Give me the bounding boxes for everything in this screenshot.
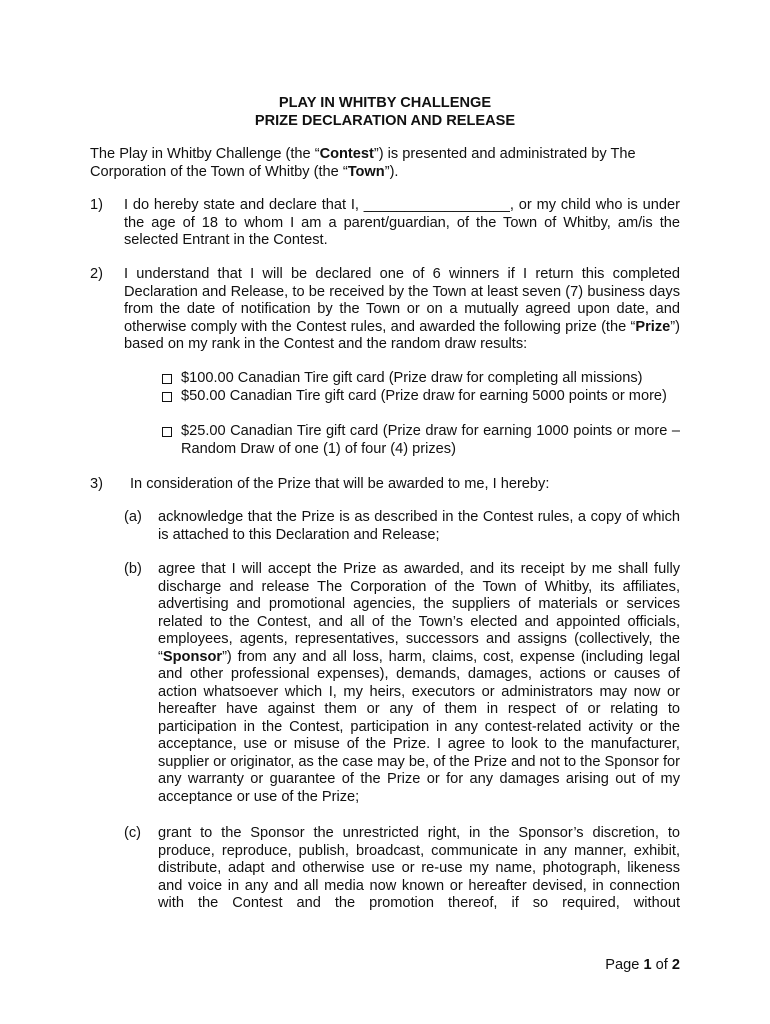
item-2-text-2: ”) based on my rank in the Contest and the random draw results: [124,318,680,352]
prize-3-text: $25.00 Canadian Tire gift card (Prize draw for earning 1000 points or more – Random Draw of one (1) of four (4) prizes) [181,423,680,457]
page-footer [605,957,680,973]
sub-c-text: grant to the Sponsor the unrestricted right, in the Sponsor’s discretion, to produce, reproduce, publish, broadcast, communicate in any manner, exhibit, distribute, adapt and otherwise use or re-use my name, photograph, likeness and voice in any and all media now known or hereafter devised, in connection with the Contest and the promotion thereof, if so required, without [158,825,680,911]
footer-page-number: 1 [643,957,652,973]
item-2-number: 2) [90,266,103,282]
prize-2-checkbox[interactable] [162,392,172,402]
item-3-text: In consideration of the Prize that will be awarded to me, I hereby: [130,476,550,492]
item-1-number: 1) [90,197,103,213]
intro-text-2: ”) is presented and administrated by The Corporation of the Town of Whitby (the “ [90,146,636,180]
prize-3-checkbox[interactable] [162,427,172,437]
intro-text-3: ”). [384,163,399,180]
title-line-2: PRIZE DECLARATION AND RELEASE [254,113,516,129]
sub-b-text-2: ”) from any and all loss, harm, claims, cost, expense (including legal and other professional expenses), demands, damages, actions or causes of action whatsoever which I, my heirs, executors or administrators may now or hereafter have against them or any of them in respect of or relating to participation in the Contest, participation in any contest-related activity or the acceptance, use or misuse of the Prize. I agree to look to the manufacturer, supplier or originator, as the case may be, of the Prize and not to the Sponsor for any warranty or guarantee of the Prize or for any damages arising out of my acceptance or use of the Prize; [158,648,680,805]
prize-1-text: $100.00 Canadian Tire gift card (Prize draw for completing all missions) [181,370,643,386]
sub-b-text [158,561,680,806]
sub-a-text: acknowledge that the Prize is as described in the Contest rules, a copy of which is attached to this Declaration and Release; [158,509,680,543]
item-2-prize-term: Prize [635,318,671,335]
footer-of-word: of [655,957,668,973]
title-line-1: PLAY IN WHITBY CHALLENGE [278,95,492,111]
sub-b-sponsor-term: Sponsor [162,648,223,665]
sub-c-label: (c) [124,825,142,841]
item-2-text [124,266,680,354]
intro-text-1: The Play in Whitby Challenge (the “ [90,146,320,162]
sub-a-label: (a) [124,509,142,525]
intro-paragraph [90,146,690,181]
sub-b-text-1: agree that I will accept the Prize as awarded, and its receipt by me shall fully discharge and release The Corporation of the Town of Whitby, its affiliates, advertising and promotional agencies, the suppliers of materials or services related to the Contest, and all of the Town’s elected and appointed officials, employees, agents, representatives, successors and assigns (collectively, the “ [158,561,680,665]
intro-contest-term: Contest [319,146,374,162]
sub-b-label: (b) [124,561,142,577]
footer-page-word: Page [605,957,640,973]
footer-page-total: 2 [671,957,680,973]
intro-town-term: Town [347,163,385,180]
item-2-text-1: I understand that I will be declared one of 6 winners if I return this completed Declaration and Release, to be received by the Town at least seven (7) business days from the date of notification by the Town or on a mutually agreed upon date, and otherwise comply with the Contest rules, and awarded the following prize (the “ [124,266,680,335]
item-1-text: I do hereby state and declare that I, __________________, or my child who is under the age of 18 to whom I am a parent/guardian, of the Town of Whitby, am/is the selected Entrant in the Contest. [124,197,680,248]
prize-2-text: $50.00 Canadian Tire gift card (Prize draw for earning 5000 points or more) [181,388,667,404]
item-3-number: 3) [90,476,103,492]
prize-1-checkbox[interactable] [162,374,172,384]
